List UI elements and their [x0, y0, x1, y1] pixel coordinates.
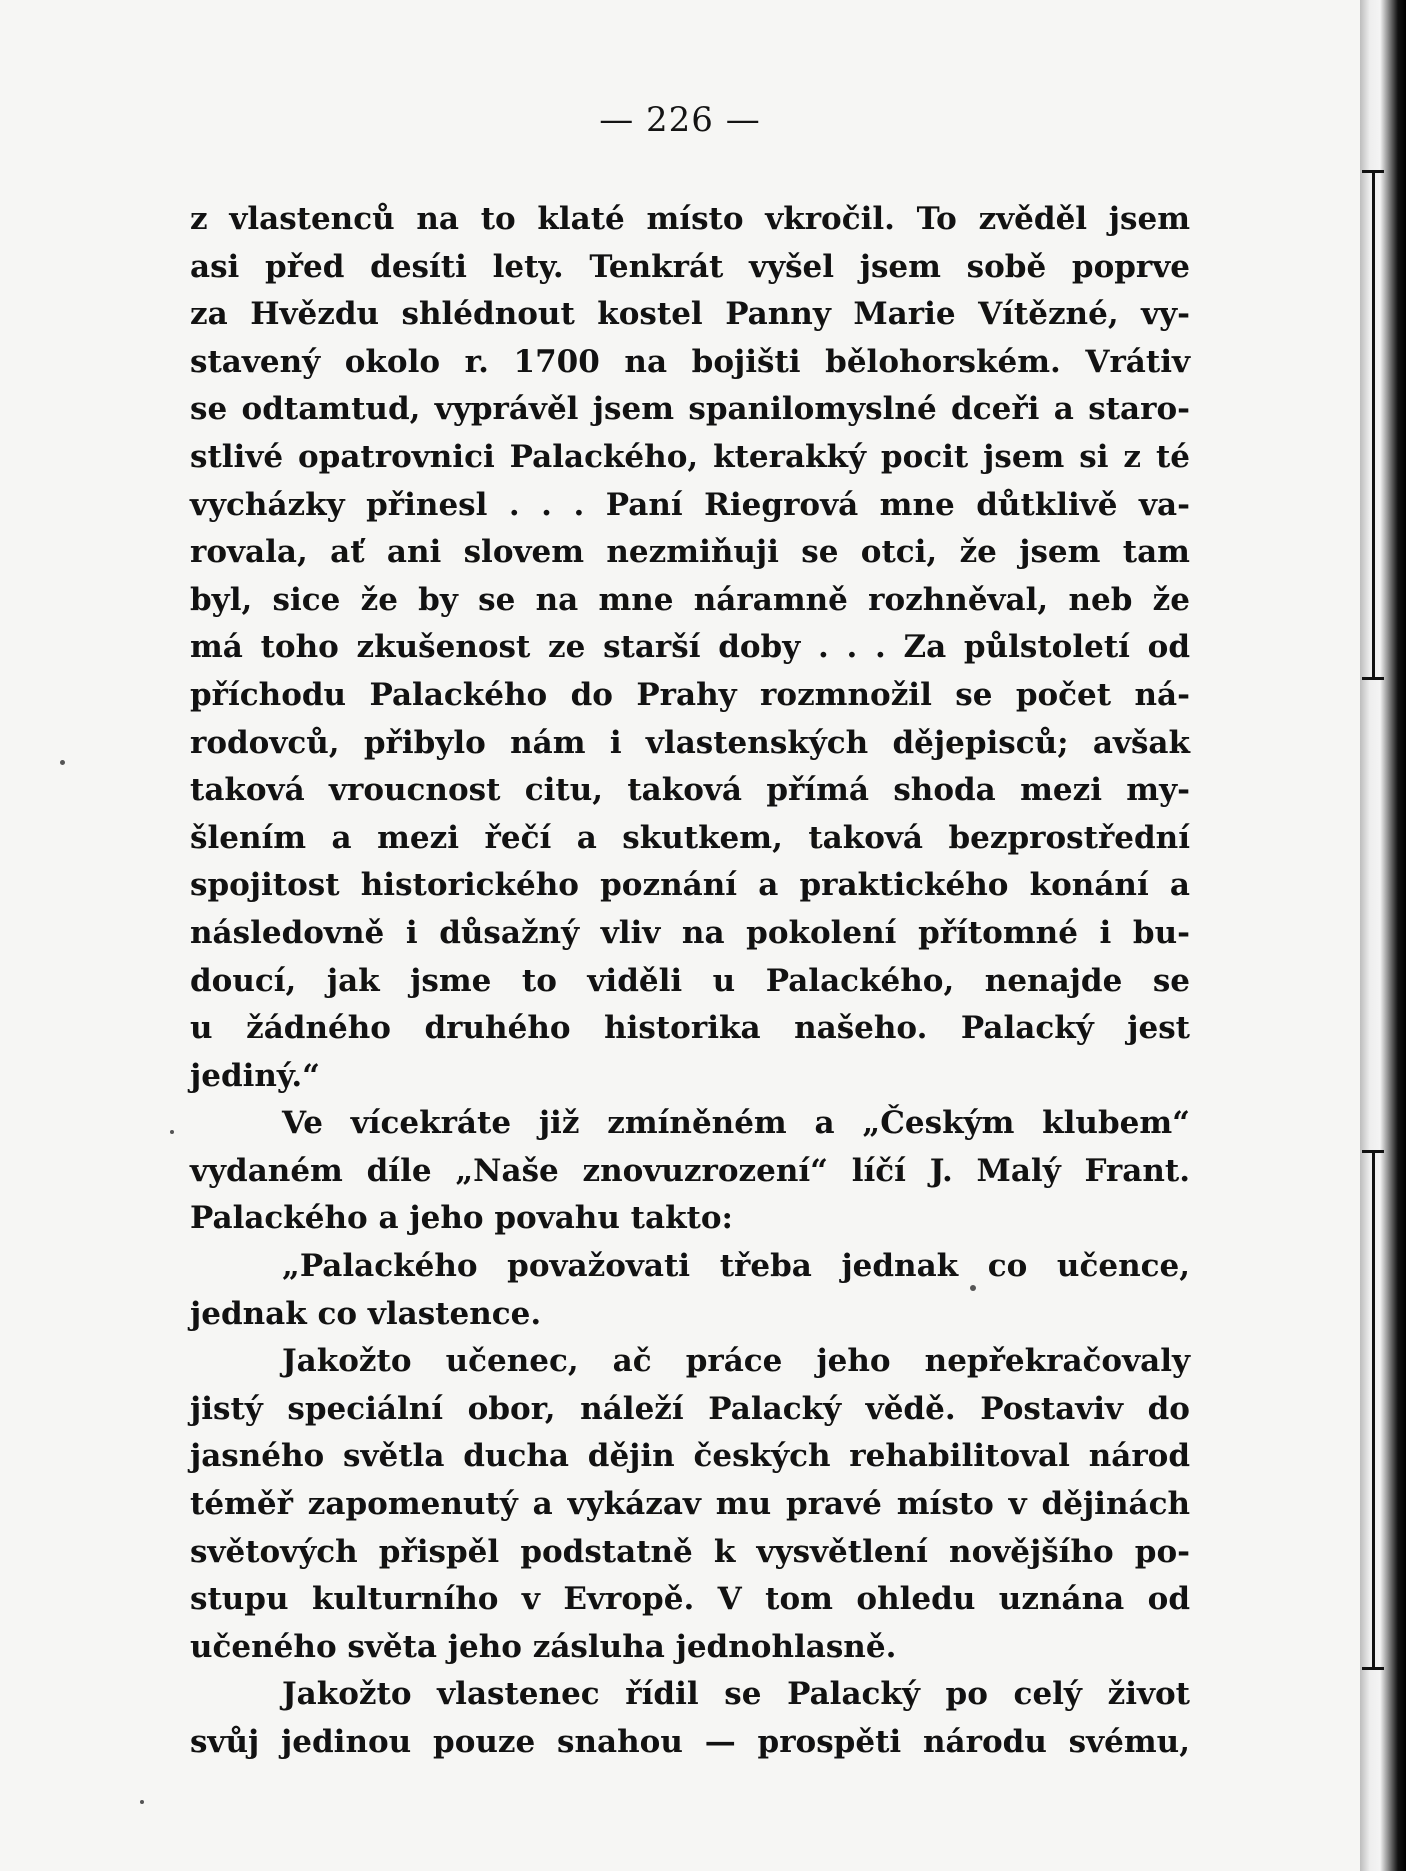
text-line: vycházky přinesl . . . Paní Riegrová mne důtklivě va-	[190, 486, 1190, 523]
body-text	[190, 196, 1190, 1767]
text-line: Jakožto učenec, ač práce jeho nepřekračovaly	[282, 1343, 1190, 1380]
text-line: následovně i důsažný vliv na pokolení přítomné i bu-	[190, 914, 1190, 951]
binding-stitch	[1362, 1150, 1384, 1153]
binding-stitch	[1362, 677, 1384, 680]
text-line: svůj jedinou pouze snahou — prospěti národu svému,	[190, 1724, 1190, 1760]
scan-speck	[140, 1800, 144, 1804]
binding-stitch	[1372, 1150, 1375, 1670]
text-line: byl, sice že by se na mne náramně rozhněval, neb že	[190, 581, 1190, 618]
text-line: Jakožto vlastenec řídil se Palacký po celý život	[282, 1676, 1190, 1713]
text-line: taková vroucnost citu, taková přímá shoda mezi my-	[190, 772, 1190, 809]
text-line: Palackého a jeho povahu takto:	[190, 1200, 733, 1237]
text-line: za Hvězdu shlédnout kostel Panny Marie Vítězné, vy-	[190, 296, 1190, 333]
page-number: — 226 —	[599, 100, 761, 140]
text-line: téměř zapomenutý a vykázav mu pravé místo v dějinách	[190, 1486, 1190, 1523]
text-line: doucí, jak jsme to viděli u Palackého, nenajde se	[190, 962, 1190, 999]
binding-stitch	[1362, 170, 1384, 173]
text-line: jediný.“	[190, 1057, 321, 1094]
text-line: rovala, ať ani slovem nezmiňuji se otci, že jsem tam	[190, 534, 1190, 571]
binding-stitch	[1362, 1667, 1384, 1670]
text-line: světových přispěl podstatně k vysvětlení novějšího po-	[190, 1533, 1190, 1570]
text-line: stupu kulturního v Evropě. V tom ohledu uznána od	[190, 1581, 1190, 1618]
book-binding-edge	[1360, 0, 1406, 1871]
text-line: má toho zkušenost ze starší doby . . . Za půlstoletí od	[190, 629, 1190, 666]
text-line: jasného světla ducha dějin českých rehabilitoval národ	[190, 1438, 1190, 1475]
scan-speck	[60, 760, 65, 765]
text-line: vydaném díle „Naše znovuzrození“ líčí J. Malý Frant.	[190, 1152, 1190, 1189]
text-line: Ve vícekráte již zmíněném a „Českým klubem“	[282, 1105, 1190, 1142]
text-line: se odtamtud, vyprávěl jsem spanilomyslné dceři a staro-	[190, 391, 1190, 428]
text-line: spojitost historického poznání a praktického konání a	[190, 867, 1190, 904]
text-line: šlením a mezi řečí a skutkem, taková bezprostřední	[190, 819, 1190, 856]
text-line: „Palackého považovati třeba jednak co učence,	[282, 1248, 1190, 1285]
text-line: stavený okolo r. 1700 na bojišti bělohorském. Vrátiv	[190, 343, 1190, 380]
scan-speck	[170, 1130, 174, 1134]
text-line: rodovců, přibylo nám i vlastenských dějepisců; avšak	[190, 724, 1190, 761]
text-line: asi před desíti lety. Tenkrát vyšel jsem sobě poprve	[190, 248, 1190, 285]
text-line: jistý speciální obor, náleží Palacký vědě. Postaviv do	[190, 1390, 1190, 1427]
scan-speck	[970, 1285, 976, 1291]
binding-stitch	[1372, 170, 1375, 680]
text-line: stlivé opatrovnici Palackého, kterakký pocit jsem si z té	[190, 438, 1190, 475]
text-line: z vlastenců na to klaté místo vkročil. To zvěděl jsem	[190, 201, 1190, 237]
text-line: učeného světa jeho zásluha jednohlasně.	[190, 1628, 897, 1665]
text-line: u žádného druhého historika našeho. Palacký jest	[190, 1010, 1190, 1047]
text-line: příchodu Palackého do Prahy rozmnožil se počet ná-	[190, 676, 1190, 713]
text-line: jednak co vlastence.	[190, 1295, 542, 1332]
